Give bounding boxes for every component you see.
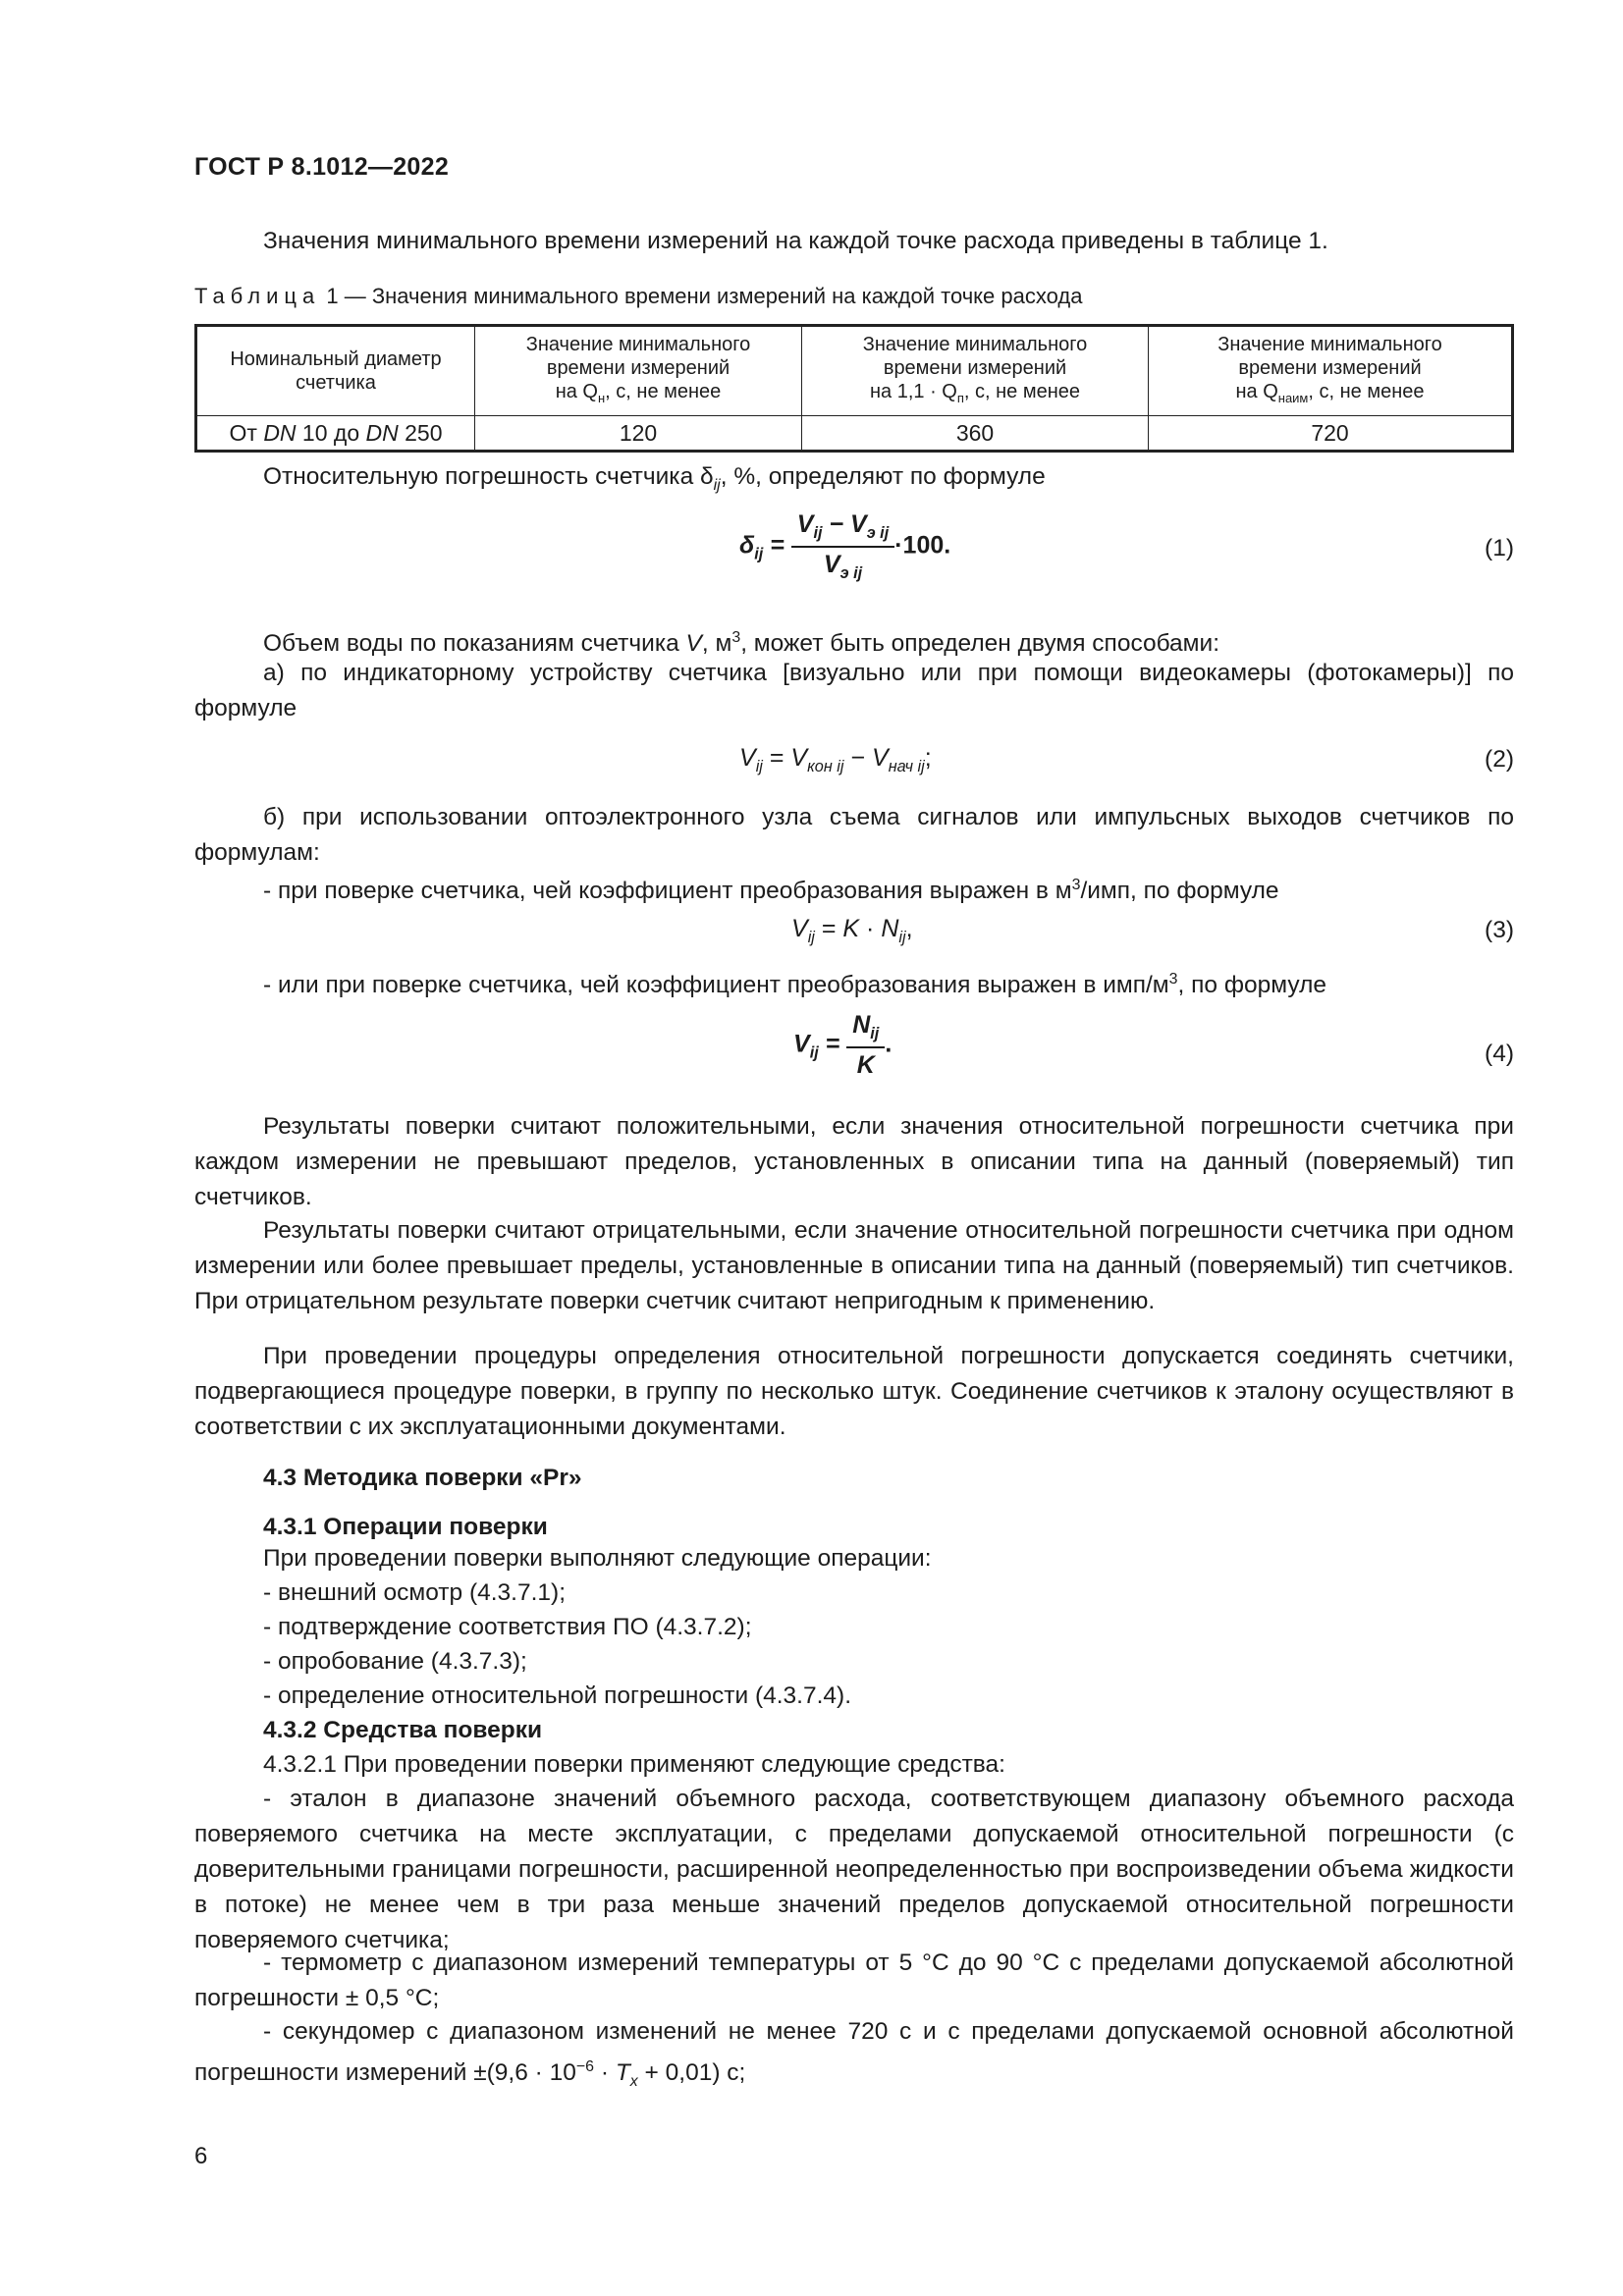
intro-paragraph: Значения минимального времени измерений на каждой точке расхода приведены в таблице 1.: [263, 228, 1328, 254]
section-4-3-1-heading: 4.3.1 Операции поверки: [263, 1514, 548, 1540]
operation-item: - внешний осмотр (4.3.7.1);: [263, 1579, 567, 1606]
group-connection-paragraph: При проведении процедуры определения относительной погрешности допускается соединять счетчики, подвергающиеся процедуре поверки, в группу по несколько штук. Соединение счетчиков к эталону осуществляют в соответствии с их эксплуатационными документами.: [194, 1343, 1514, 1440]
rel-error-paragraph: Относительную погрешность счетчика $\delta_{ij}$, %, определяют по формуле: [263, 463, 1046, 494]
table-row: [196, 416, 1513, 452]
operation-item: - опробование (4.3.7.3);: [263, 1648, 527, 1675]
page-number: 6: [194, 2143, 208, 2169]
method-b1-item: - при поверке счетчика, чей коэффициент преобразования выражен в $м^3$/имп, по формуле: [263, 877, 1279, 905]
operations-intro: При проведении поверки выполняют следующие операции:: [263, 1545, 932, 1572]
operation-item: - подтверждение соответствия ПО (4.3.7.2);: [263, 1614, 752, 1640]
equation-number-3: (3): [1485, 917, 1514, 943]
formula-1: $\delta_{ij}$ = $\frac{V_{ij} - V_{э ij}}{V_{э ij}}$ ·100.: [739, 510, 951, 582]
section-4-3-heading: 4.3 Методика поверки «Pr»: [263, 1465, 582, 1491]
table-caption-label: Таблица: [194, 284, 321, 308]
volume-paragraph: Объем воды по показаниям счетчика V, $м^3$, может быть определен двумя способами:: [263, 629, 1220, 658]
table-cell-diameter: От DN 10 до DN 250: [196, 416, 475, 452]
formula-3: $V_{ij} = K \cdot N_{ij}$,: [791, 915, 913, 946]
method-a-paragraph: а) по индикаторному устройству счетчика [визуально или при помощи видеокамеры (фотокамеры)] по формуле: [194, 660, 1514, 721]
formula-2: $V_{ij} = V_{кон ij} - V_{нач ij}$;: [739, 744, 932, 775]
table-cell-qp: 360: [802, 416, 1149, 452]
stopwatch-item: - секундомер с диапазоном изменений не менее 720 с и с пределами допускаемой основной абсолютной погрешности измерений $\pm(9,6 \cdot 10^{-6} \cdot T_x + 0,01)$ с;: [194, 2018, 1514, 2091]
equation-number-1: (1): [1485, 535, 1514, 561]
thermometer-item: - термометр с диапазоном измерений температуры от 5 °С до 90 °С с пределами допускаемой абсолютной погрешности ± 0,5 °С;: [194, 1949, 1514, 2011]
table-header-qp: Значение минимального времени измерений на $1,1 \cdot Q_п$, с, не менее: [802, 326, 1149, 416]
table-caption: [194, 284, 1082, 309]
method-b-paragraph: б) при использовании оптоэлектронного узла съема сигналов или импульсных выходов счетчиков по формулам:: [194, 804, 1514, 866]
method-b2-item: - или при поверке счетчика, чей коэффициент преобразования выражен в имп/$м^3$, по формуле: [263, 971, 1326, 999]
equation-number-4: (4): [1485, 1041, 1514, 1067]
operation-item: - определение относительной погрешности (4.3.7.4).: [263, 1682, 852, 1709]
negative-result-paragraph: Результаты поверки считают отрицательными, если значение относительной погрешности счетчика при одном измерении или более превышает пределы, установленные в описании типа на данный (поверяемый) тип счетчиков. При отрицательном результате поверки счетчик считают непригодным к применению.: [194, 1217, 1514, 1314]
measurement-time-table: [194, 324, 1514, 453]
etalon-item: - эталон в диапазоне значений объемного расхода, соответствующем диапазону объемного расхода поверяемого счетчика на месте эксплуатации, с пределами допускаемой относительной погрешности (с доверительными границами погрешности, расширенной неопределенностью при воспроизведении объема жидкости в потоке) не менее чем в три раза меньше значений пределов допускаемой относительной погрешности поверяемого счетчика;: [194, 1786, 1514, 1953]
positive-result-paragraph: Результаты поверки считают положительными, если значения относительной погрешности счетчика при каждом измерении не превышают пределов, установленных в описании типа на данный (поверяемый) тип счетчиков.: [194, 1113, 1514, 1210]
table-header-qmin: Значение минимального времени измерений на $Q_{наим}$, с, не менее: [1149, 326, 1513, 416]
section-4-3-2-heading: 4.3.2 Средства поверки: [263, 1717, 543, 1743]
formula-4: $V_{ij}$ = $\frac{N_{ij}}{K}$ .: [793, 1011, 893, 1079]
table-header-diameter: Номинальный диаметр счетчика: [196, 326, 475, 416]
table-caption-text: 1 — Значения минимального времени измерений на каждой точке расхода: [326, 284, 1083, 308]
table-header-qn: Значение минимального времени измерений на $Q_н$, с, не менее: [475, 326, 802, 416]
document-header: ГОСТ Р 8.1012—2022: [194, 153, 450, 181]
table-cell-qmin: 720: [1149, 416, 1513, 452]
table-cell-qn: 120: [475, 416, 802, 452]
section-4-3-2-1-paragraph: 4.3.2.1 При проведении поверки применяют следующие средства:: [263, 1751, 1005, 1778]
equation-number-2: (2): [1485, 746, 1514, 773]
table-header-row: [196, 326, 1513, 416]
